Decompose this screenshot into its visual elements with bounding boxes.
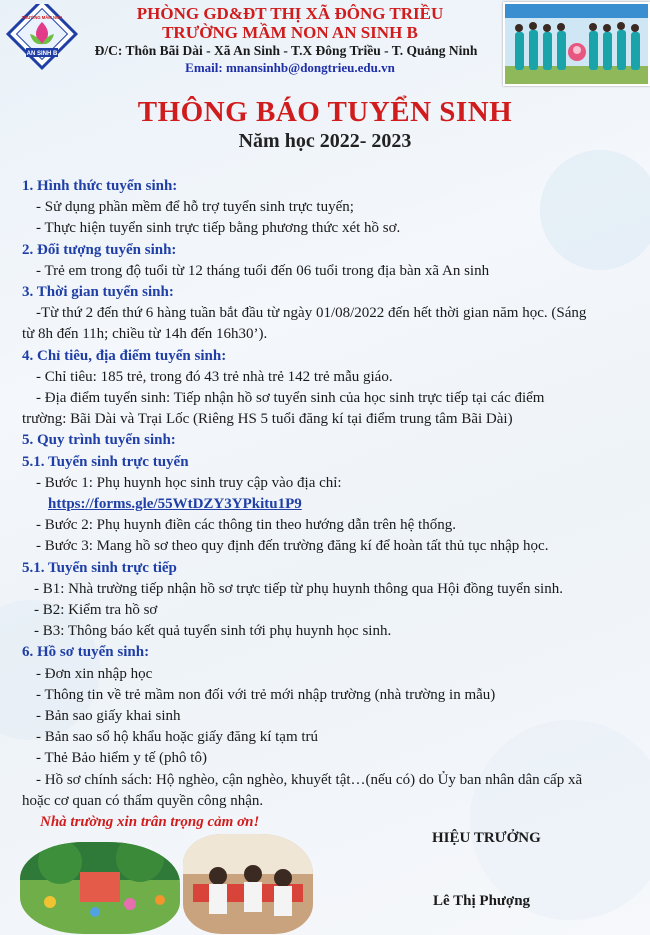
department-name: PHÒNG GD&ĐT THỊ XÃ ĐÔNG TRIỀU [136, 4, 444, 23]
body-line: từ 8h đến 11h; chiều từ 14h đến 16h30’). [22, 326, 268, 343]
body-line: - Hồ sơ chính sách: Hộ nghèo, cận nghèo, khuyết tật…(nếu có) do Ủy ban nhân dân cấp xã [36, 771, 583, 788]
body-line: - Bản sao giấy khai sinh [36, 708, 181, 725]
letterhead-text [80, 4, 500, 76]
page-title: THÔNG BÁO TUYỂN SINH [137, 96, 513, 128]
notice-body [22, 176, 632, 833]
thanks-note: Nhà trường xin trân trọng cảm ơn! [40, 814, 260, 831]
school-address: Đ/C: Thôn Bãi Dài - Xã An Sinh - T.X Đông Triều - T. Quảng Ninh [94, 43, 478, 58]
body-line: - Bước 2: Phụ huynh điền các thông tin theo hướng dẫn trên hệ thống. [36, 517, 456, 534]
classroom-photo [183, 834, 313, 934]
body-line: hoặc cơ quan có thẩm quyền công nhận. [22, 792, 264, 809]
logo-text-bottom: AN SINH B [26, 51, 58, 57]
body-line: - B2: Kiểm tra hồ sơ [34, 602, 158, 619]
body-line: - Thông tin về trẻ mầm non đối với trẻ mới nhập trường (nhà trường in mẫu) [36, 686, 496, 703]
body-line: - Sử dụng phần mềm để hỗ trợ tuyển sinh trực tuyến; [36, 199, 354, 216]
form-link[interactable]: https://forms.gle/55WtDZY3YPkitu1P9 [48, 496, 302, 513]
principal-label: HIỆU TRƯỞNG [432, 830, 541, 846]
section-heading: 5. Quy trình tuyển sinh: [22, 432, 176, 449]
body-line: - B1: Nhà trường tiếp nhận hồ sơ trực tiếp từ phụ huynh thông qua Hội đồng tuyển sinh. [34, 580, 563, 597]
body-line: - Bước 3: Mang hồ sơ theo quy định đến trường đăng kí để hoàn tất thủ tục nhập học. [36, 538, 549, 555]
school-name: TRƯỜNG MẦM NON AN SINH B [162, 23, 418, 42]
body-line: - Địa điểm tuyển sinh: Tiếp nhận hồ sơ tuyển sinh của học sinh trực tiếp tại các điểm [36, 390, 545, 407]
body-line: - Thẻ Bảo hiểm y tế (phô tô) [36, 750, 207, 767]
body-line: -Từ thứ 2 đến thứ 6 hàng tuần bắt đầu từ ngày 01/08/2022 đến hết thời gian năm học. (Sáng [36, 305, 587, 322]
school-logo-icon [4, 4, 80, 80]
section-heading: 2. Đối tượng tuyển sinh: [22, 241, 177, 258]
section-heading: 3. Thời gian tuyển sinh: [22, 284, 174, 301]
body-line: - Bước 1: Phụ huynh học sinh truy cập vào địa chỉ: [36, 474, 342, 491]
section-heading: 6. Hồ sơ tuyển sinh: [22, 644, 150, 661]
section-heading: 1. Hình thức tuyển sinh: [22, 178, 178, 194]
letterhead [0, 0, 650, 90]
signer-name: Lê Thị Phượng [433, 893, 531, 909]
school-year: Năm học 2022- 2023 [238, 130, 412, 152]
body-line: - B3: Thông báo kết quả tuyển sinh tới phụ huynh học sinh. [34, 623, 392, 640]
section-heading: 4. Chỉ tiêu, địa điểm tuyển sinh: [22, 347, 227, 364]
logo-text-top: TRƯỜNG MẦM NON [21, 15, 63, 20]
body-line: - Thực hiện tuyển sinh trực tiếp bằng phương thức xét hồ sơ. [36, 220, 401, 237]
staff-photo [503, 2, 650, 86]
playground-photo [20, 842, 180, 934]
section-heading: 5.1. Tuyển sinh trực tiếp [22, 559, 177, 576]
body-line: - Bản sao sổ hộ khẩu hoặc giấy đăng kí tạm trú [36, 729, 319, 746]
body-line: - Trẻ em trong độ tuổi từ 12 tháng tuổi đến 06 tuổi trong địa bàn xã An sinh [36, 262, 490, 279]
school-email: Email: mnansinhb@dongtrieu.edu.vn [185, 60, 395, 75]
body-line: - Chỉ tiêu: 185 trẻ, trong đó 43 trẻ nhà trẻ 142 trẻ mẫu giáo. [36, 368, 393, 385]
body-line: - Đơn xin nhập học [36, 665, 153, 682]
body-line: trường: Bãi Dài và Trại Lốc (Riêng HS 5 tuổi đăng kí tại điểm trung tâm Bãi Dài) [22, 411, 513, 428]
section-heading: 5.1. Tuyển sinh trực tuyến [22, 453, 189, 470]
